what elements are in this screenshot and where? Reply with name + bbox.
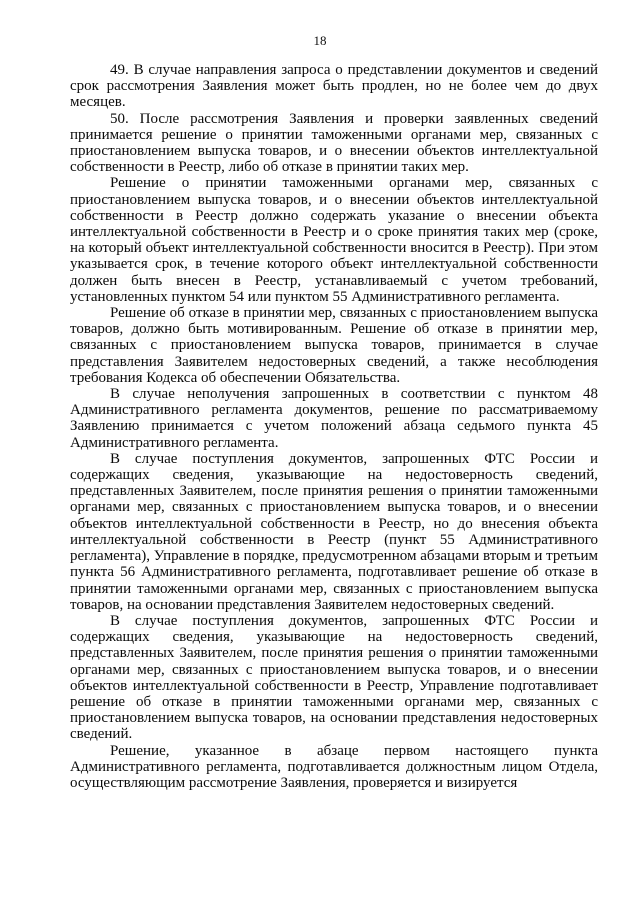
paragraph-decision-preparation: Решение, указанное в абзаце первом настоящего пункта Административного регламента, подготавливается должностным лицом Отдела, осуществляющим рассмотрение Заявления, проверяется и визируется: [70, 742, 598, 791]
paragraph-50: 50. После рассмотрения Заявления и проверки заявленных сведений принимается решение о принятии таможенными органами мер, связанных с приостановлением выпуска товаров, и о внесении объектов интеллектуальной собственности в Реестр, либо об отказе в принятии таких мер.: [70, 110, 598, 176]
paragraph-refusal-decision: Решение об отказе в принятии мер, связанных с приостановлением выпуска товаров, должно быть мотивированным. Решение об отказе в принятии мер, связанных с приостановлением выпуска товаров, принимается в случае представления Заявителем недостоверных сведений, а также несоблюдения требования Кодекса об обеспечении Обязательства.: [70, 305, 598, 386]
paragraph-documents-not-received: В случае неполучения запрошенных в соответствии с пунктом 48 Административного регламента документов, решение по рассматриваемому Заявлению принимается с учетом положений абзаца седьмого пункта 45 Административного регламента.: [70, 386, 598, 451]
paragraph-documents-before-registry: В случае поступления документов, запрошенных ФТС России и содержащих сведения, указывающие на недостоверность сведений, представленных Заявителем, после принятия решения о принятии таможенными органами мер, связанных с приостановлением выпуска товаров, и о внесении объектов интеллектуальной собственности в Реестр, но до внесения объекта интеллектуальной собственности в Реестр (пункт 55 Административного регламента), Управление в порядке, предусмотренном абзацами вторым и третьим пункта 56 Административного регламента, подготавливает решение об отказе в принятии таможенными органами мер, связанных с приостановлением выпуска товаров, на основании представления Заявителем недостоверных сведений.: [70, 450, 598, 613]
paragraph-49: 49. В случае направления запроса о представлении документов и сведений срок рассмотрения Заявления может быть продлен, но не более чем до двух месяцев.: [70, 62, 598, 111]
paragraph-decision-content: Решение о принятии таможенными органами мер, связанных с приостановлением выпуска товаров, и о внесении объектов интеллектуальной собственности в Реестр должно содержать указание о внесении объекта интеллектуальной собственности в Реестр и о сроке принятия таких мер (сроке, на который объект интеллектуальной собственности вносится в Реестр). При этом указывается срок, в течение которого объект интеллектуальной собственности должен быть внесен в Реестр, устанавливаемый с учетом требований, установленных пунктом 54 или пунктом 55 Административного регламента.: [70, 175, 598, 305]
page-number: 18: [313, 33, 327, 48]
paragraph-documents-after-decision: В случае поступления документов, запрошенных ФТС России и содержащих сведения, указывающие на недостоверность сведений, представленных Заявителем, после принятия решения о принятии таможенными органами мер, связанных с приостановлением выпуска товаров, и о внесении объектов интеллектуальной собственности в Реестр, Управление подготавливает решение об отказе в принятии таможенными органами мер, связанных с приостановлением выпуска товаров, на основании представления недостоверных сведений.: [70, 612, 598, 743]
document-body: [70, 62, 598, 791]
